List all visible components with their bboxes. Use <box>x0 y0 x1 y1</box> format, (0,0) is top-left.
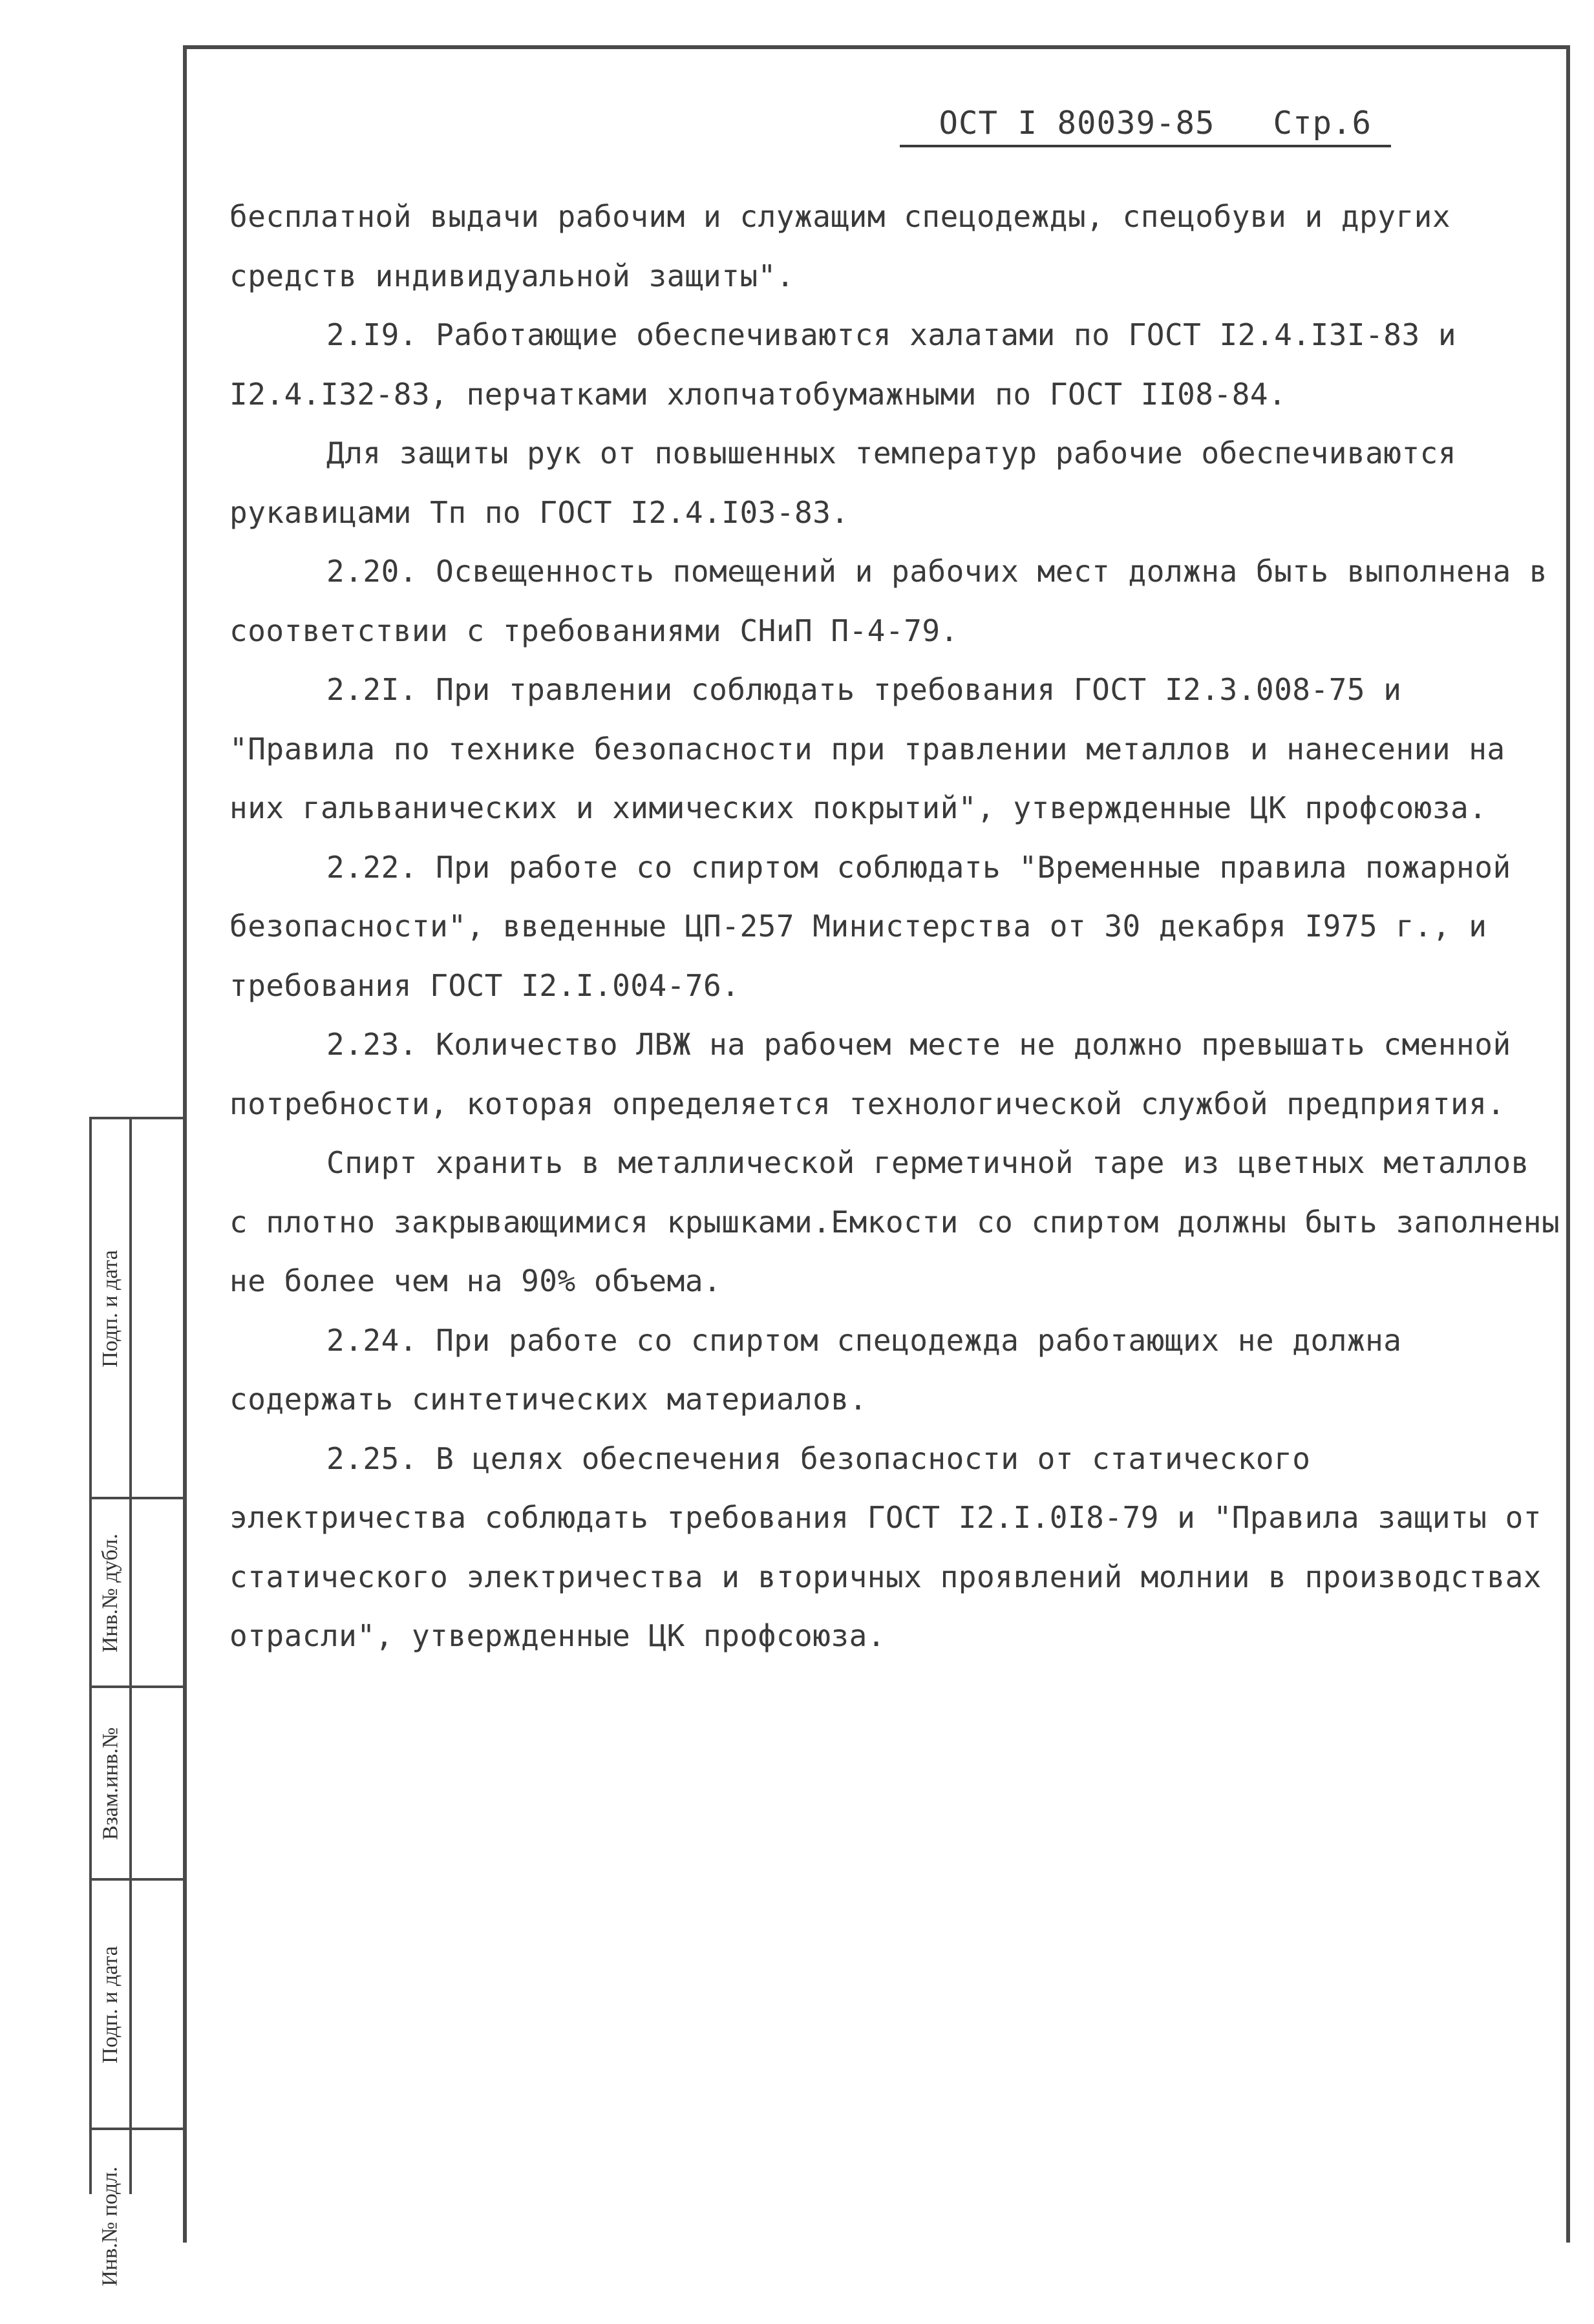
paragraph-2-22: 2.22. При работе со спиртом соблюдать "Временные правила пожарной безопасности", введенные ЦП-257 Министерства от 30 декабря I975 г., и требования ГОСТ I2.I.004-76. <box>229 849 1511 1003</box>
document-body <box>229 187 1561 1666</box>
page-header <box>900 105 1391 147</box>
paragraph-2-25: 2.25. В целях обеспечения безопасности от статического электричества соблюдать требования ГОСТ I2.I.0I8-79 и "Правила защиты от статического электричества и вторичных проявлений молнии в производствах отрасли", утвержденные ЦК профсоюза. <box>229 1441 1542 1653</box>
side-row-replacement-inv <box>92 1688 186 1879</box>
side-label-signature-date-2: Подп. и дата <box>98 1946 123 2064</box>
page-number: Стр.6 <box>1273 105 1372 142</box>
paragraph-2-21: 2.2I. При травлении соблюдать требования ГОСТ I2.3.008-75 и "Правила по технике безопасности при травлении металлов и нанесении на них гальванических и химических покрытий", утвержденные ЦК профсоюза. <box>229 672 1505 825</box>
side-row-dup-inv <box>92 1499 186 1687</box>
side-row-signature-date-1 <box>92 1119 186 1498</box>
side-label-signature-date-1: Подп. и дата <box>98 1250 123 1368</box>
paragraph-hand-protection: Для защиты рук от повышенных температур рабочие обеспечиваются рукавицами Тп по ГОСТ I2.4.I03-83. <box>229 436 1457 530</box>
document-code: ОСТ I 80039-85 <box>939 105 1215 142</box>
paragraph-2-23: 2.23. Количество ЛВЖ на рабочем месте не должно превышать сменной потребности, которая определяется технологической службой предприятия. <box>229 1027 1511 1121</box>
paragraph-alcohol-storage: Спирт хранить в металлической герметичной таре из цветных металлов с плотно закрывающимися крышками.Емкости со спиртом должны быть заполнены не более чем на 90% объема. <box>229 1145 1560 1298</box>
signature-side-table <box>89 1117 184 2287</box>
paragraph-2-19: 2.I9. Работающие обеспечиваются халатами по ГОСТ I2.4.I3I-83 и I2.4.I32-83, перчатками хлопчатобумажными по ГОСТ II08-84. <box>229 317 1457 412</box>
side-row-signature-date-2 <box>92 1881 186 2129</box>
side-label-replacement-inv: Взам.инв.№ <box>98 1727 123 1841</box>
side-label-dup-inv: Инв.№ дубл. <box>98 1533 123 1653</box>
side-row-original-inv <box>92 2130 186 2324</box>
paragraph-2-24: 2.24. При работе со спиртом спецодежда работающих не должна содержать синтетических материалов. <box>229 1322 1402 1417</box>
paragraph-continuation: бесплатной выдачи рабочим и служащим спецодежды, спецобуви и других средств индивидуальной защиты". <box>229 199 1451 293</box>
paragraph-2-20: 2.20. Освещенность помещений и рабочих мест должна быть выполнена в соответствии с требованиями СНиП П-4-79. <box>229 554 1548 648</box>
side-label-original-inv: Инв.№ подл. <box>98 2166 123 2287</box>
